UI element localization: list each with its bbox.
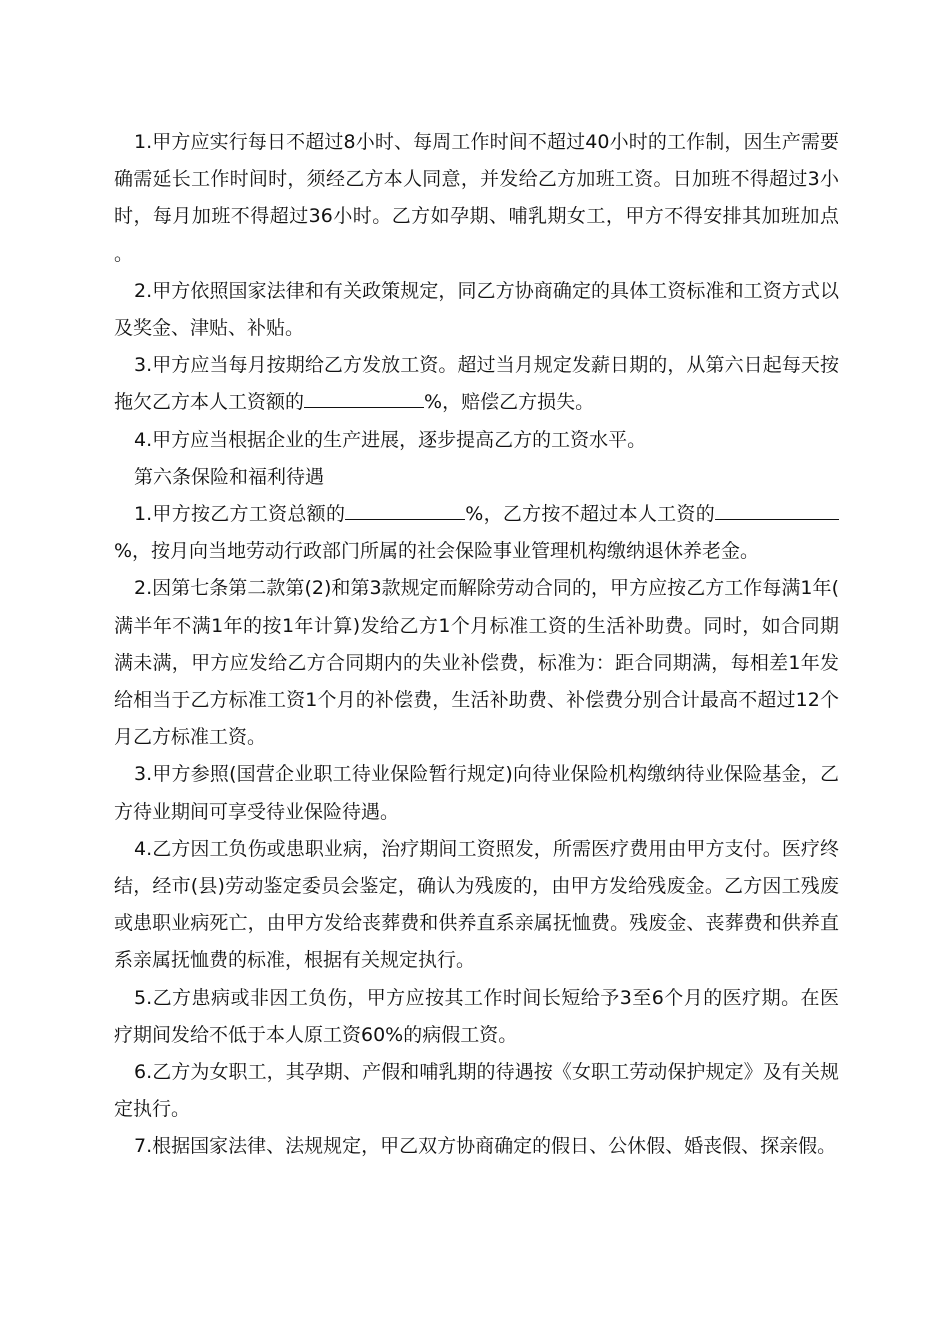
paragraph-working-hours: 1.甲方应实行每日不超过8小时、每周工作时间不超过40小时的工作制，因生产需要确需延长工作时间时，须经乙方本人同意，并发给乙方加班工资。日加班不得超过3小时，每月加班不得超过36小时。乙方如孕期、哺乳期女工，甲方不得安排其加班加点。 (114, 131, 839, 265)
paragraph-text: 3.甲方应当每月按期给乙方发放工资。超过当月规定发薪日期的，从第六日起每天按拖欠乙方本人工资额的 (114, 354, 839, 414)
paragraph-text: %，赔偿乙方损失。 (424, 391, 595, 414)
paragraph-sick-leave: 5.乙方患病或非因工负伤，甲方应按其工作时间长短给予3至6个月的医疗期。在医疗期间发给不低于本人原工资60%的病假工资。 (114, 986, 839, 1046)
document-body (114, 124, 839, 1166)
paragraph-text: 1.甲方按乙方工资总额的 (134, 503, 346, 526)
paragraph-unemployment-insurance: 3.甲方参照(国营企业职工待业保险暂行规定)向待业保险机构缴纳待业保险基金，乙方待业期间可享受待业保险待遇。 (114, 763, 839, 823)
paragraph-text: %，按月向当地劳动行政部门所属的社会保险事业管理机构缴纳退休养老金。 (114, 540, 760, 563)
fill-in-blank-employee-rate[interactable] (715, 501, 839, 520)
paragraph-holidays: 7.根据国家法律、法规规定，甲乙双方协商确定的假日、公休假、婚丧假、探亲假。 (134, 1135, 837, 1158)
paragraph-work-injury: 4.乙方因工负伤或患职业病，治疗期间工资照发，所需医疗费用由甲方支付。医疗终结，经市(县)劳动鉴定委员会鉴定，确认为残废的，由甲方发给残废金。乙方因工残废或患职业病死亡，由甲方发给丧葬费和供养直系亲属抚恤费。残废金、丧葬费和供养直系亲属抚恤费的标准，根据有关规定执行。 (114, 837, 839, 972)
paragraph-wage-payment (114, 347, 839, 421)
paragraph-wage-increase: 4.甲方应当根据企业的生产进展，逐步提高乙方的工资水平。 (134, 428, 647, 451)
paragraph-text: %，乙方按不超过本人工资的 (465, 503, 715, 526)
paragraph-pension (114, 496, 839, 570)
paragraph-female-workers: 6.乙方为女职工，其孕期、产假和哺乳期的待遇按《女职工劳动保护规定》及有关规定执行。 (114, 1061, 839, 1121)
section-heading-insurance: 第六条保险和福利待遇 (134, 465, 325, 488)
paragraph-wage-standard: 2.甲方依照国家法律和有关政策规定，同乙方协商确定的具体工资标准和工资方式以及奖金、津贴、补贴。 (114, 279, 839, 340)
fill-in-blank-percentage[interactable] (304, 389, 424, 408)
paragraph-severance: 2.因第七条第二款第(2)和第3款规定而解除劳动合同的，甲方应按乙方工作每满1年(满半年不满1年的按1年计算)发给乙方1个月标准工资的生活补助费。同时，如合同期满未满，甲方应发给乙方合同期内的失业补偿费，标准为：距合同期满，每相差1年发给相当于乙方标准工资1个月的补偿费，生活补助费、补偿费分别合计最高不超过12个月乙方标准工资。 (114, 577, 839, 749)
fill-in-blank-employer-rate[interactable] (345, 501, 465, 520)
